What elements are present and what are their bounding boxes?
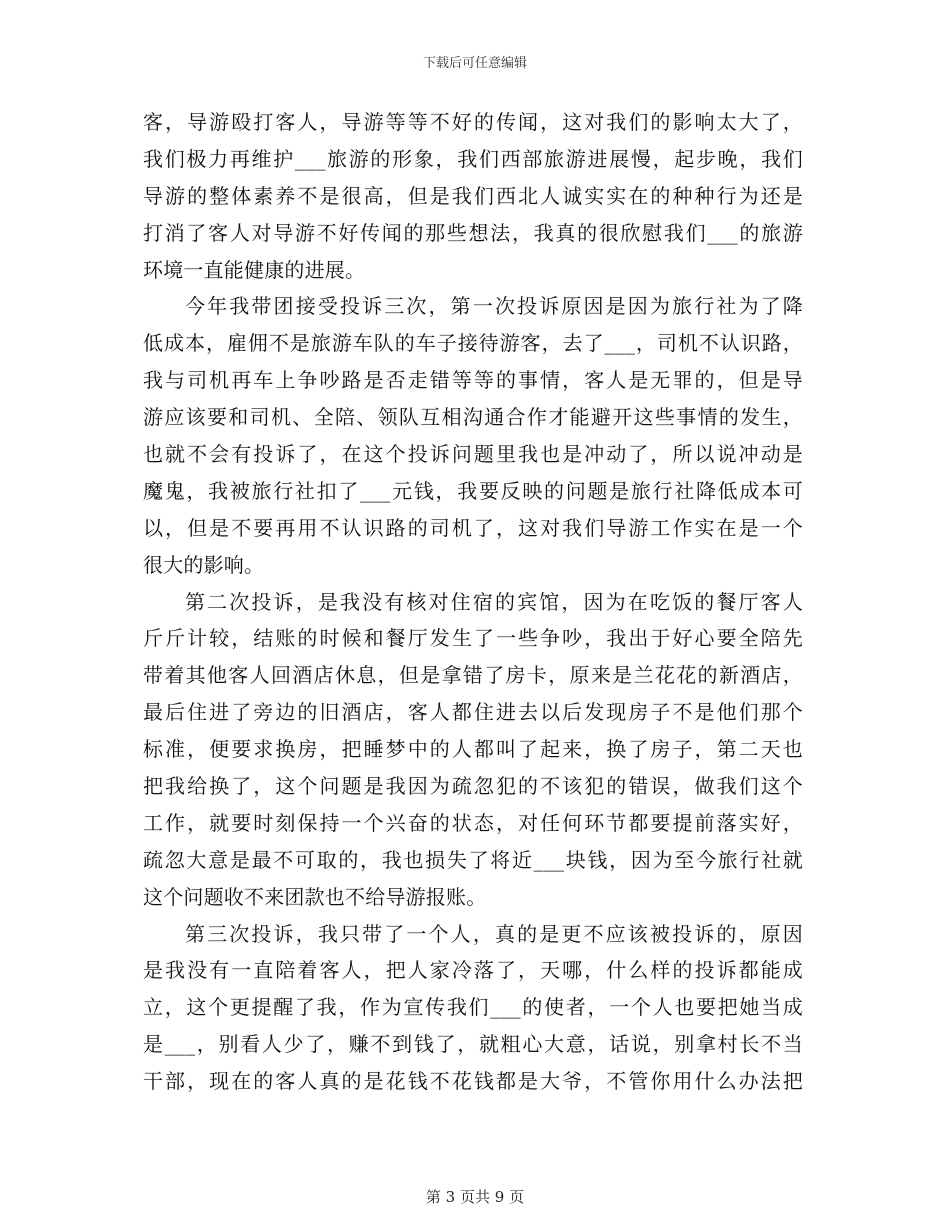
- text-line: 环境一直能健康的进展。: [143, 257, 366, 282]
- text-line: 也就不会有投诉了，在这个投诉问题里我也是冲动了，所以说冲动是: [143, 442, 803, 467]
- text-line: 以，但是不要再用不认识路的司机了，这对我们导游工作实在是一个: [143, 515, 803, 540]
- text-line: 最后住进了旁边的旧酒店，客人都住进去以后发现房子不是他们那个: [143, 700, 803, 725]
- page-header: 下载后可任意编辑: [422, 56, 527, 71]
- text-line: 带着其他客人回酒店休息，但是拿错了房卡，原来是兰花花的新酒店，: [143, 663, 803, 688]
- text-line: 把我给换了，这个问题是我因为疏忽犯的不该犯的错误，做我们这个: [143, 774, 803, 799]
- paragraph: [143, 584, 803, 916]
- text-line: 很大的影响。: [143, 552, 265, 577]
- text-line: 游应该要和司机、全陪、领队互相沟通合作才能避开这些事情的发生，: [143, 405, 803, 430]
- text-line: 魔鬼，我被旅行社扣了___元钱，我要反映的问题是旅行社降低成本可: [143, 478, 803, 503]
- text-line: 低成本，雇佣不是旅游车队的车子接待游客，去了___，司机不认识路，: [143, 331, 803, 356]
- text-line: 立，这个更提醒了我，作为宣传我们___的使者，一个人也要把她当成: [143, 995, 803, 1020]
- text-line: 第二次投诉，是我没有核对住宿的宾馆，因为在吃饭的餐厅客人: [185, 589, 803, 614]
- text-line: 工作，就要时刻保持一个兴奋的状态，对任何环节都要提前落实好，: [143, 810, 803, 835]
- text-line: 第三次投诉，我只带了一个人，真的是更不应该被投诉的，原因: [185, 921, 803, 946]
- document-body: [143, 104, 803, 1100]
- paragraph: [143, 916, 803, 1100]
- page-footer: 第 3 页共 9 页: [425, 1188, 525, 1206]
- text-line: 我们极力再维护___旅游的形象，我们西部旅游进展慢，起步晚，我们: [143, 146, 803, 171]
- text-line: 这个问题收不来团款也不给导游报账。: [143, 884, 487, 909]
- paragraph: [143, 104, 803, 288]
- text-line: 干部，现在的客人真的是花钱不花钱都是大爷，不管你用什么办法把: [143, 1069, 803, 1094]
- text-line: 导游的整体素养不是很高，但是我们西北人诚实实在的种种行为还是: [143, 183, 803, 208]
- text-line: 是___，别看人少了，赚不到钱了，就粗心大意，话说，别拿村长不当: [143, 1032, 803, 1057]
- text-line: 今年我带团接受投诉三次，第一次投诉原因是因为旅行社为了降: [185, 294, 803, 319]
- paragraph: [143, 288, 803, 583]
- text-line: 疏忽大意是最不可取的，我也损失了将近___块钱，因为至今旅行社就: [143, 847, 803, 872]
- text-line: 打消了客人对导游不好传闻的那些想法，我真的很欣慰我们___的旅游: [143, 220, 803, 245]
- text-line: 客，导游殴打客人，导游等等不好的传闻，这对我们的影响太大了，: [143, 110, 803, 134]
- text-line: 斤斤计较，结账的时候和餐厅发生了一些争吵，我出于好心要全陪先: [143, 626, 803, 651]
- text-line: 我与司机再车上争吵路是否走错等等的事情，客人是无罪的，但是导: [143, 368, 803, 393]
- text-line: 标准，便要求换房，把睡梦中的人都叫了起来，换了房子，第二天也: [143, 737, 803, 762]
- text-line: 是我没有一直陪着客人，把人家冷落了，天哪，什么样的投诉都能成: [143, 958, 803, 983]
